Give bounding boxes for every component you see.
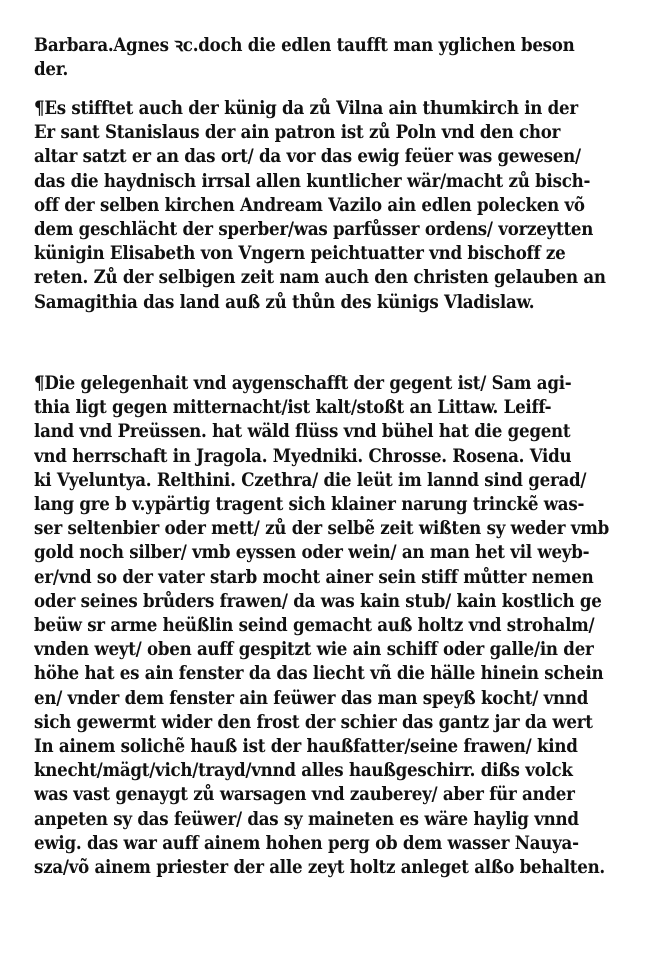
text-line: er/vnd so der vater starb mocht ainer sein stiff můtter nemen <box>34 566 594 588</box>
text-line: knecht/mägt/vich/trayd/vnnd alles haußgeschirr. dißs volck <box>34 760 573 782</box>
text-line: vnd herrschaft in Jragola. Myedniki. Chrosse. Rosena. Vidu <box>34 445 572 467</box>
text-line: sich gewermt wider den frost der schier das gantz jar da wert <box>34 711 593 733</box>
text-line: beüw sr arme heüßlin seind gemacht auß holtz vnd strohalm/ <box>34 615 595 637</box>
text-line: was vast genaygt zů warsagen vnd zauberey/ aber für ander <box>34 784 575 806</box>
text-line: Er sant Stanislaus der ain patron ist zů Poln vnd den chor <box>34 122 561 144</box>
text-line: thia ligt gegen mitternacht/ist kalt/stoßt an Littaw. Leiff- <box>34 397 552 419</box>
text-line: vnden weyt/ oben auff gespitzt wie ain schiff oder galle/in der <box>34 639 594 661</box>
text-line: oder seines brůders frawen/ da was kain stub/ kain kostlich ge <box>34 590 602 612</box>
text-line: ¶Die gelegenhait vnd aygenschafft der gegent ist/ Sam agi- <box>34 373 572 394</box>
text-line: gold noch silber/ vmb eyssen oder wein/ an man het vil weyb- <box>34 542 590 564</box>
text-line: Samagithia das land auß zů thůn des künigs Vladislaw. <box>34 291 535 313</box>
text-line: en/ vnder dem fenster ain feüwer das man speyß kocht/ vnnd <box>34 687 589 709</box>
text-line: Barbara.Agnes ꝛc.doch die edlen taufft man yglichen beson <box>34 35 575 56</box>
text-line: ki Vyeluntya. Relthini. Czethra/ die leüt im lannd sind gerad/ <box>34 469 587 491</box>
paragraph-2 <box>34 97 624 315</box>
paragraph-1 <box>34 34 624 82</box>
text-line: dem geschlächt der sperber/was parfůsser ordens/ vorzeytten <box>34 219 594 241</box>
text-line: lang gre b v.ypärtig tragent sich klainer narung trinckẽ was- <box>34 494 585 516</box>
text-line: ewig. das war auff ainem hohen perg ob dem wasser Nauya- <box>34 832 579 854</box>
text-line: das die haydnisch irrsal allen kuntlicher wär/macht zů bisch- <box>34 170 591 192</box>
text-line: anpeten sy das feüwer/ das sy maineten es wäre haylig vnnd <box>34 808 579 830</box>
text-line: künigin Elisabeth von Vngern peichtuatter vnd bischoff ze <box>34 243 566 265</box>
text-line: off der selben kirchen Andream Vazilo ain edlen polecken võ <box>34 194 585 216</box>
text-line: ¶Es stifftet auch der künig da zů Vilna ain thumkirch in der <box>34 98 578 119</box>
text-line: sza/võ ainem priester der alle zeyt holtz anleget alßo behalten. <box>34 857 605 879</box>
text-line: der. <box>34 59 69 81</box>
text-line: altar satzt er an das ort/ da vor das ewig feüer was gewesen/ <box>34 146 581 168</box>
text-line: reten. Zů der selbigen zeit nam auch den christen gelauben an <box>34 267 606 289</box>
text-line: höhe hat es ain fenster da das liecht vñ die hälle hinein schein <box>34 663 604 685</box>
text-line: ser seltenbier oder mett/ zů der selbẽ zeit wißten sy weder vmb <box>34 518 610 540</box>
text-line: In ainem solichẽ hauß ist der haußfatter/seine frawen/ kind <box>34 736 578 758</box>
text-line: land vnd Preüssen. hat wäld flüss vnd bühel hat die gegent <box>34 421 571 443</box>
paragraph-3 <box>34 372 624 880</box>
